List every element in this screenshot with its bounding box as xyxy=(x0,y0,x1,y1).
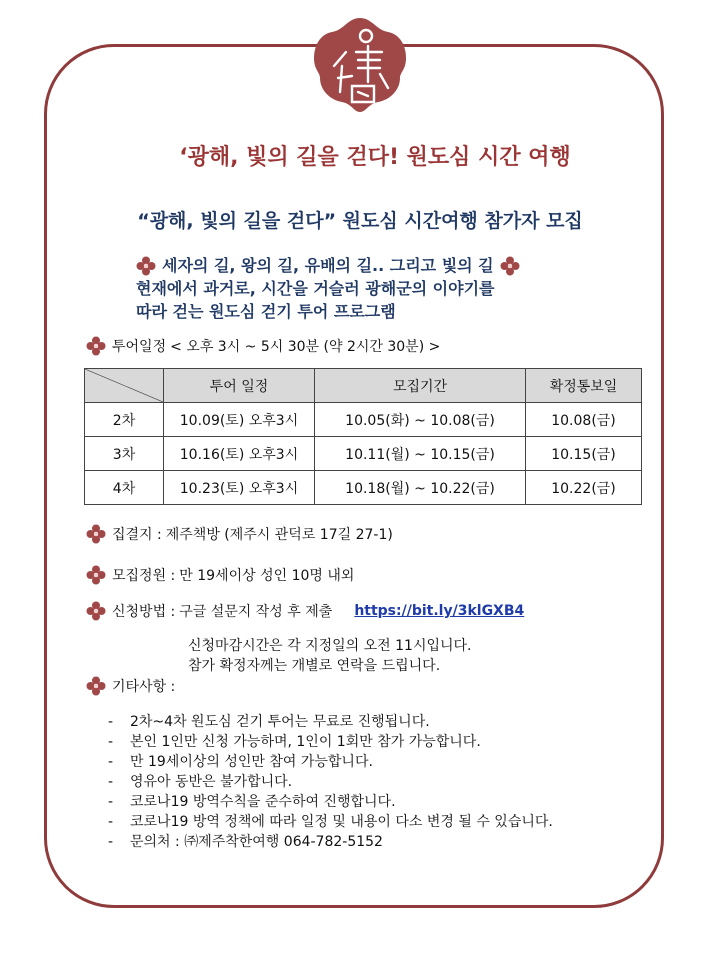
note-line-1: 신청마감시간은 각 지정일의 오전 11시입니다. xyxy=(188,638,472,654)
apply-value: 구글 설문지 작성 후 제출 xyxy=(179,604,333,620)
meeting-label: 집결지 : xyxy=(112,527,162,543)
flower-icon xyxy=(86,565,106,585)
intro-line-1: 세자의 길, 왕의 길, 유배의 길.. 그리고 빛의 길 xyxy=(162,256,494,275)
flower-icon xyxy=(136,256,156,276)
tour-date-cell: 10.16(토) 오후3시 xyxy=(164,437,315,471)
list-item: - 영유아 동반은 불가합니다. xyxy=(108,772,553,792)
schedule-table xyxy=(84,368,642,505)
deadline-note xyxy=(188,636,472,676)
flower-icon xyxy=(86,524,106,544)
table-header-row xyxy=(85,369,642,403)
logo-emblem xyxy=(308,12,412,116)
etc-label: 기타사항 : xyxy=(112,679,176,695)
round-cell: 2차 xyxy=(85,403,164,437)
sub-title: “광해, 빛의 길을 걷다” 원도심 시간여행 참가자 모집 xyxy=(137,210,583,232)
table-row xyxy=(85,437,642,471)
recruit-value: 만 19세이상 성인 10명 내외 xyxy=(179,568,355,584)
table-row xyxy=(85,403,642,437)
header-confirm-date: 확정통보일 xyxy=(526,369,642,403)
intro-line-2: 현재에서 과거로, 시간을 거슬러 광해군의 이야기를 xyxy=(136,279,495,298)
schedule-heading xyxy=(86,336,440,356)
confirm-date-cell: 10.08(금) xyxy=(526,403,642,437)
table-row xyxy=(85,471,642,505)
etc-heading xyxy=(86,676,175,696)
tour-date-cell: 10.09(토) 오후3시 xyxy=(164,403,315,437)
flower-icon xyxy=(500,256,520,276)
recruit-period-cell: 10.11(월) ~ 10.15(금) xyxy=(315,437,526,471)
note-line-2: 참가 확정자께는 개별로 연락을 드립니다. xyxy=(188,658,441,674)
list-item: - 문의처 : ㈜제주착한여행 064-782-5152 xyxy=(108,832,553,852)
main-title: ‘광해, 빛의 길을 걷다! 원도심 시간 여행 xyxy=(179,145,571,170)
recruit-label: 모집정원 : xyxy=(112,568,176,584)
list-item: - 코로나19 방역수칙을 준수하여 진행합니다. xyxy=(108,792,553,812)
meeting-point xyxy=(86,524,393,544)
list-item: - 2차~4차 원도심 걷기 투어는 무료로 진행됩니다. xyxy=(108,712,553,732)
intro-block xyxy=(136,254,520,323)
list-item: - 본인 1인만 신청 가능하며, 1인이 1회만 참가 가능합니다. xyxy=(108,732,553,752)
etc-list xyxy=(108,712,553,852)
header-recruit-period: 모집기간 xyxy=(315,369,526,403)
meeting-value: 제주책방 (제주시 관덕로 17길 27-1) xyxy=(165,527,393,543)
recruit-capacity xyxy=(86,565,354,585)
flower-icon xyxy=(86,601,106,621)
apply-link[interactable]: https://bit.ly/3klGXB4 xyxy=(354,603,525,619)
confirm-date-cell: 10.15(금) xyxy=(526,437,642,471)
list-item: - 코로나19 방역 정책에 따라 일정 및 내용이 다소 변경 될 수 있습니다. xyxy=(108,812,553,832)
intro-line-3: 따라 걷는 원도심 걷기 투어 프로그램 xyxy=(136,302,396,321)
header-tour-date: 투어 일정 xyxy=(164,369,315,403)
schedule-time: < 오후 3시 ~ 5시 30분 (약 2시간 30분) > xyxy=(170,339,441,355)
round-cell: 3차 xyxy=(85,437,164,471)
flower-icon xyxy=(86,336,106,356)
apply-label: 신청방법 : xyxy=(112,604,176,620)
recruit-period-cell: 10.05(화) ~ 10.08(금) xyxy=(315,403,526,437)
list-item: - 만 19세이상의 성인만 참여 가능합니다. xyxy=(108,752,553,772)
flower-icon xyxy=(86,676,106,696)
confirm-date-cell: 10.22(금) xyxy=(526,471,642,505)
tour-date-cell: 10.23(토) 오후3시 xyxy=(164,471,315,505)
recruit-period-cell: 10.18(월) ~ 10.22(금) xyxy=(315,471,526,505)
schedule-label: 투어일정 xyxy=(112,339,167,355)
apply-method xyxy=(86,601,524,621)
round-cell: 4차 xyxy=(85,471,164,505)
table-corner-cell xyxy=(85,369,164,403)
